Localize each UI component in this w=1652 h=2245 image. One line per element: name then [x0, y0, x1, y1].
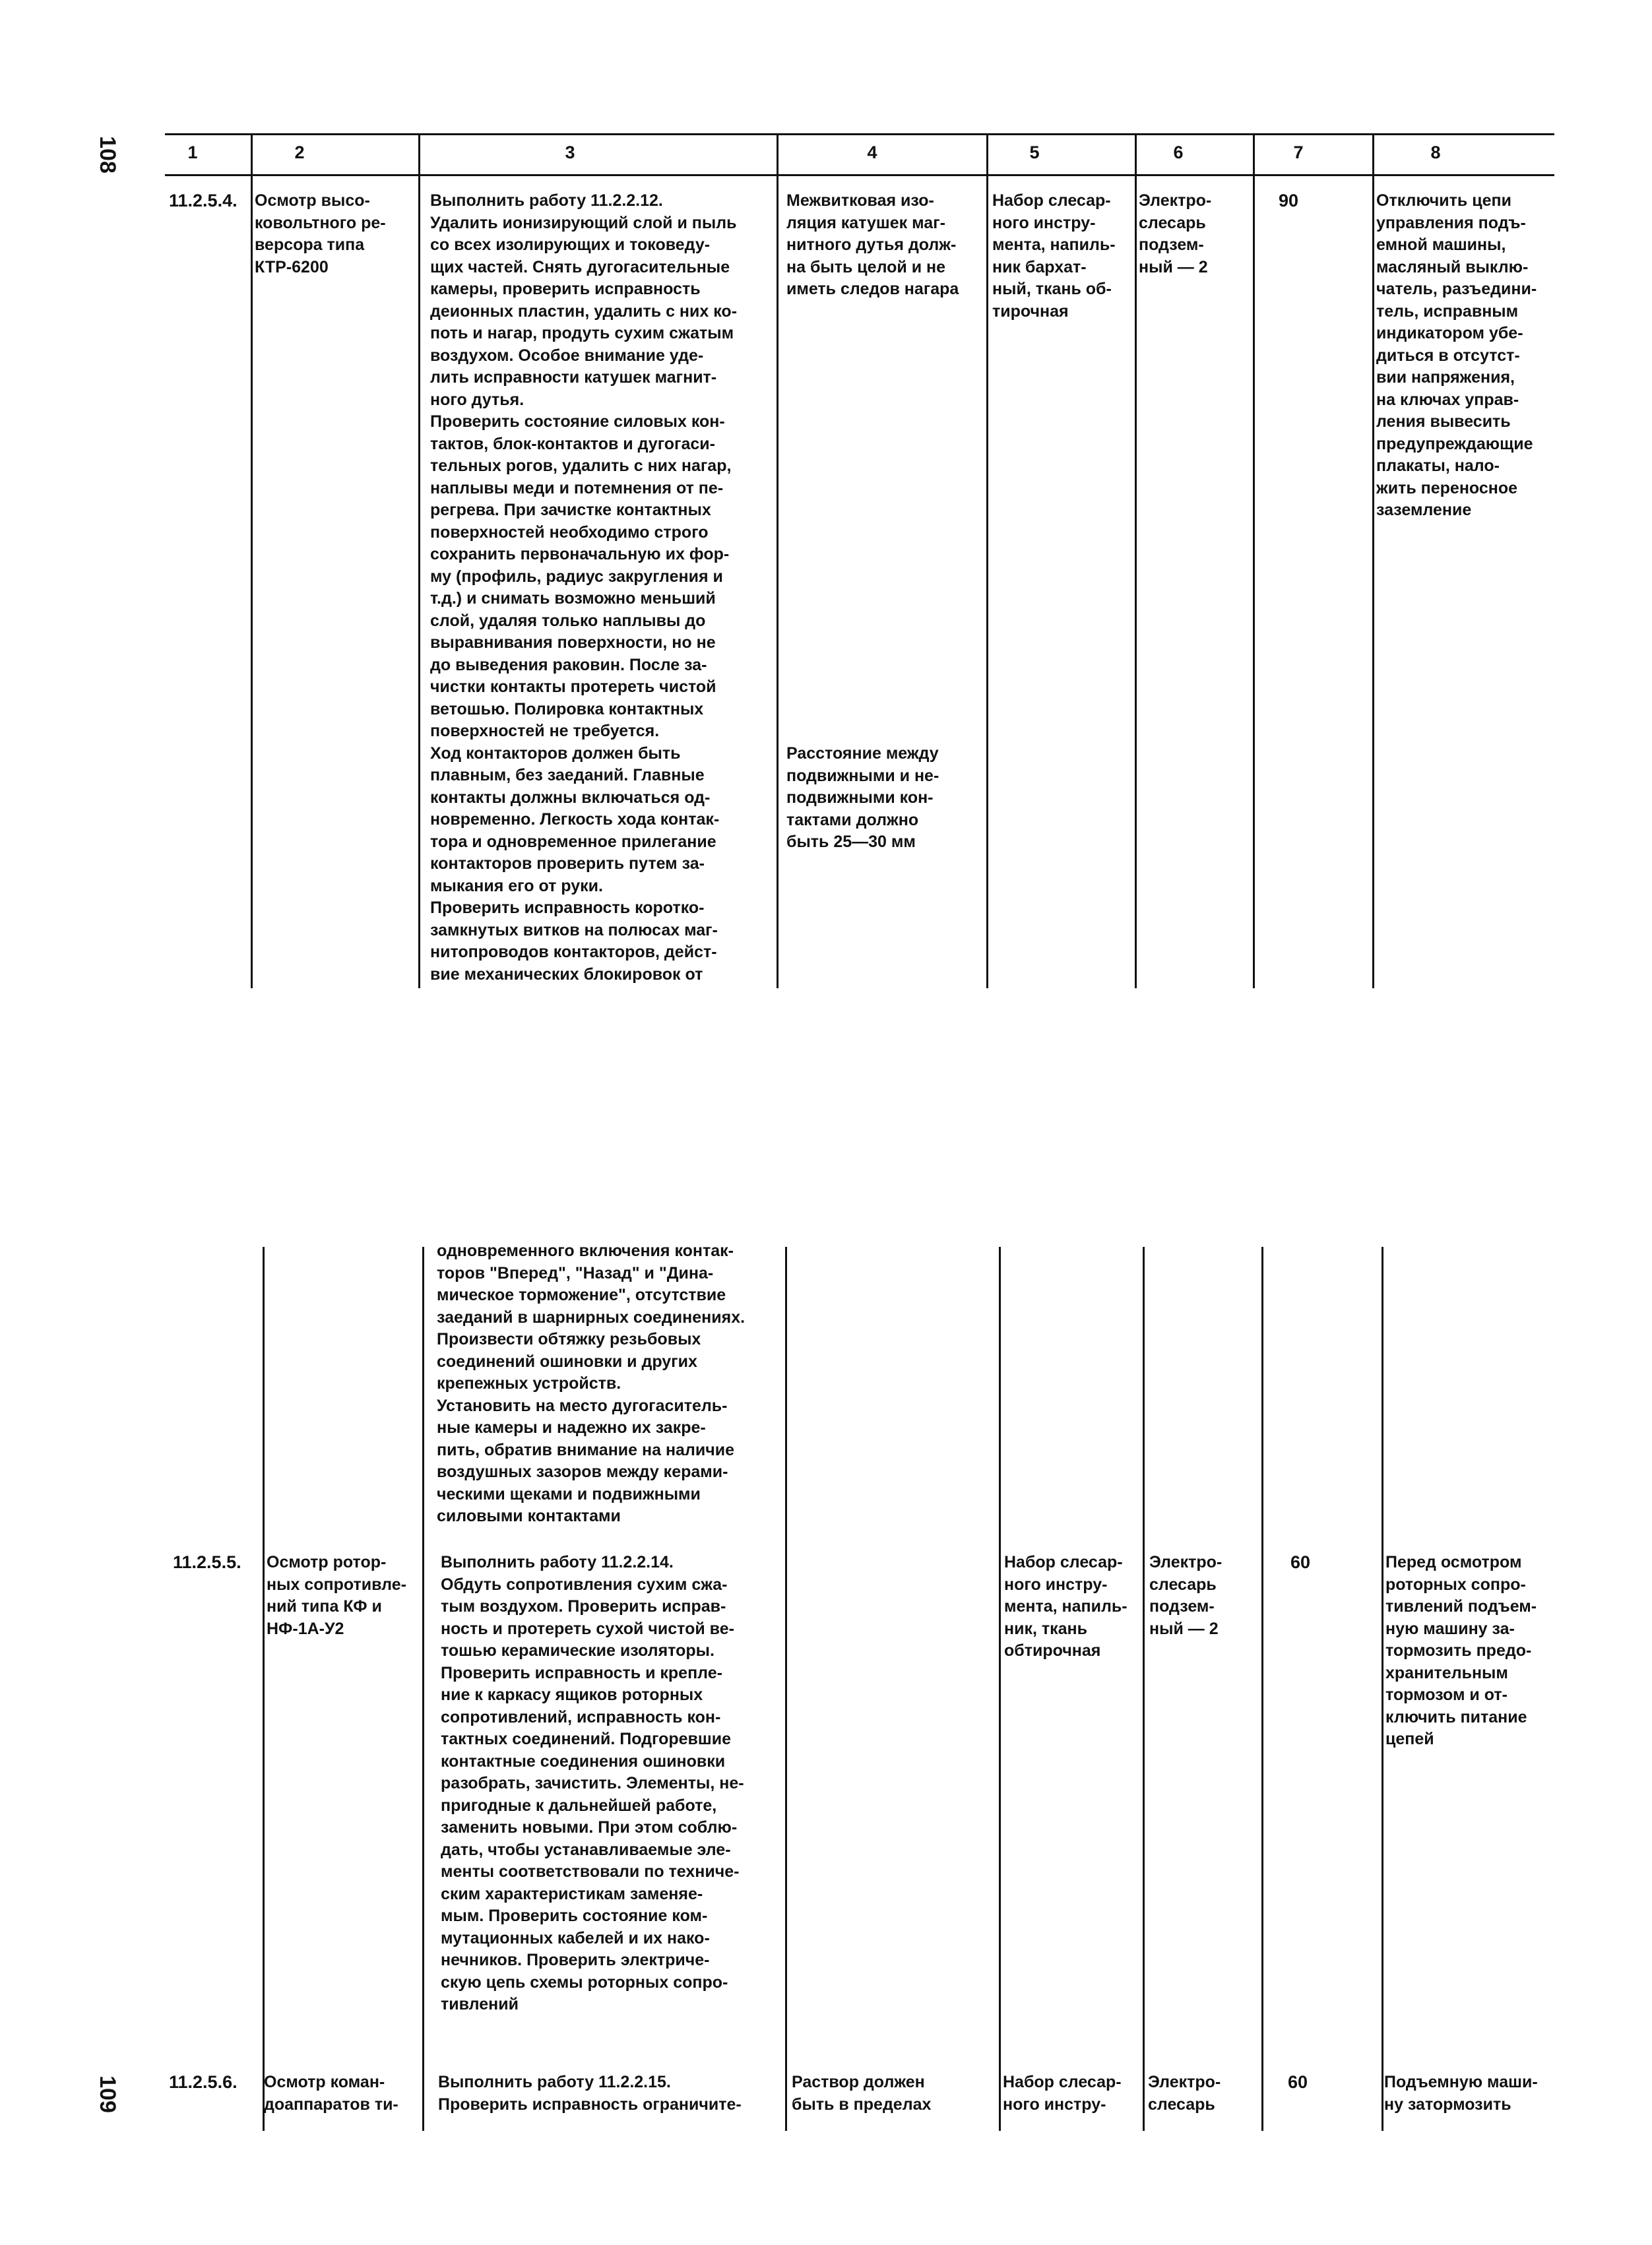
- inspection-object: Осмотр высо- ковольтного ре- версора типа КТР-6200: [255, 191, 386, 276]
- column-header: 2: [294, 142, 305, 162]
- column-divider: [418, 133, 420, 988]
- inspection-object: Осмотр ротор- ных сопротивле- ний типа КФ и НФ-1А-У2: [267, 1553, 406, 1638]
- safety-measures: Отключить цепи управления подъ- емной машины, масляный выклю- чатель, разъедини- тель, исправным индикатором убе- диться в отсутст- вии напряжения, на ключах управ- ления вывесить предупреждающие плакаты, нало- жить переносное заземление: [1376, 191, 1537, 519]
- tools: Набор слесар- ного инстру- мента, напиль- ник, ткань обтирочная: [1004, 1553, 1128, 1660]
- work-description: Выполнить работу 11.2.2.14. Обдуть сопротивления сухим сжа- тым воздухом. Проверить исправ- ность и протереть сухой чистой ве- тошью керамические изоляторы. Проверить исправность и крепле- ние к каркасу ящиков роторных сопротивлений, исправность кон- тактных соединений. Подгоревшие контактные соединения ошиновки разобрать, зачистить. Элементы, не- пригодные к дальнейшей работе, заменить новыми. При этом соблю- дать, чтобы устанавливаемые эле- менты соответствовали по техниче- ским характеристикам заменяе- мым. Проверить состояние ком- мутационных кабелей и их нако- нечников. Проверить электриче- скую цепь схемы роторных сопро- тивлений: [441, 1553, 744, 2013]
- performer: Электро- слесарь подзем- ный — 2: [1149, 1553, 1223, 1638]
- column-divider: [263, 1247, 265, 2131]
- page-number-top: 108: [94, 136, 120, 174]
- header-rule-top: [165, 133, 1554, 135]
- page-number-bottom: 109: [94, 2075, 120, 2113]
- inspection-object: Осмотр коман- доаппаратов ти-: [264, 2073, 398, 2114]
- column-header: 7: [1293, 142, 1304, 162]
- column-header: 5: [1029, 142, 1040, 162]
- column-header: 3: [565, 142, 575, 162]
- column-divider: [1382, 1247, 1383, 2131]
- technical-requirements: Расстояние между подвижными и не- подвижными кон- тактами должно быть 25—30 мм: [786, 744, 939, 851]
- column-divider: [1253, 133, 1255, 988]
- time-norm: 60: [1288, 2072, 1308, 2092]
- time-norm: 60: [1290, 1552, 1311, 1572]
- column-header: 4: [867, 142, 877, 162]
- item-number: 11.2.5.5.: [173, 1552, 241, 1572]
- safety-measures: Подъемную маши- ну затормозить: [1384, 2073, 1538, 2114]
- column-divider: [785, 1247, 787, 2131]
- safety-measures: Перед осмотром роторных сопро- тивлений подъем- ную машину за- тормозить предо- хранительным тормозом и от- ключить питание цепей: [1385, 1553, 1537, 1748]
- column-divider: [777, 133, 778, 988]
- column-divider: [1143, 1247, 1145, 2131]
- item-number: 11.2.5.6.: [169, 2072, 238, 2092]
- technical-requirements: Раствор должен быть в пределах: [792, 2073, 932, 2114]
- column-divider: [422, 1247, 424, 2131]
- work-description: Выполнить работу 11.2.2.15. Проверить исправность ограничите-: [438, 2073, 742, 2114]
- tools: Набор слесар- ного инстру- мента, напиль- ник бархат- ный, ткань об- тирочная: [992, 191, 1116, 321]
- column-header: 8: [1430, 142, 1441, 162]
- column-divider: [999, 1247, 1001, 2131]
- column-divider: [1261, 1247, 1263, 2131]
- time-norm: 90: [1279, 191, 1299, 210]
- technical-requirements: Межвитковая изо- ляция катушек маг- нитного дутья долж- на быть целой и не иметь следов нагара: [786, 191, 959, 298]
- column-divider: [1372, 133, 1374, 988]
- performer: Электро- слесарь подзем- ный — 2: [1139, 191, 1212, 276]
- column-divider: [986, 133, 988, 988]
- work-description: одновременного включения контак- торов "Вперед", "Назад" и "Дина- мическое торможение", отсутствие заеданий в шарнирных соединениях. Произвести обтяжку резьбовых соединений ошиновки и других крепежных устройств. Установить на место дугогаситель- ные камеры и надежно их закре- пить, обратив внимание на наличие воздушных зазоров между керами- ческими щеками и подвижными силовыми контактами: [437, 1242, 746, 1525]
- header-rule-bottom: [165, 174, 1554, 176]
- column-divider: [251, 133, 253, 988]
- column-header: 1: [187, 142, 198, 162]
- column-header: 6: [1173, 142, 1184, 162]
- item-number: 11.2.5.4.: [169, 191, 238, 210]
- column-divider: [1135, 133, 1137, 988]
- work-description: Выполнить работу 11.2.2.12. Удалить ионизирующий слой и пыль со всех изолирующих и токоведу- щих частей. Снять дугогасительные камеры, проверить исправность деионных пластин, удалить с них ко- поть и нагар, продуть сухим сжатым воздухом. Особое внимание уде- лить исправности катушек магнит- ного дутья. Проверить состояние силовых кон- тактов, блок-контактов и дугогаси- тельных рогов, удалить с них нагар, наплывы меди и потемнения от пе- регрева. При зачистке контактных поверхностей необходимо строго сохранить первоначальную их фор- му (профиль, радиус закругления и т.д.) и снимать возможно меньший слой, удаляя только наплывы до выравнивания поверхности, но не до выведения раковин. После за- чистки контакты протереть чистой ветошью. Полировка контактных поверхностей не требуется. Ход контакторов должен быть плавным, без заеданий. Главные контакты должны включаться од- новременно. Легкость хода контак- тора и одновременное прилегание контакторов проверить путем за- мыкания его от руки. Проверить исправность коротко- замкнутых витков на полюсах маг- нитопроводов контакторов, дейст- вие механических блокировок от: [430, 191, 738, 984]
- tools: Набор слесар- ного инстру-: [1003, 2073, 1122, 2114]
- performer: Электро- слесарь: [1148, 2073, 1221, 2114]
